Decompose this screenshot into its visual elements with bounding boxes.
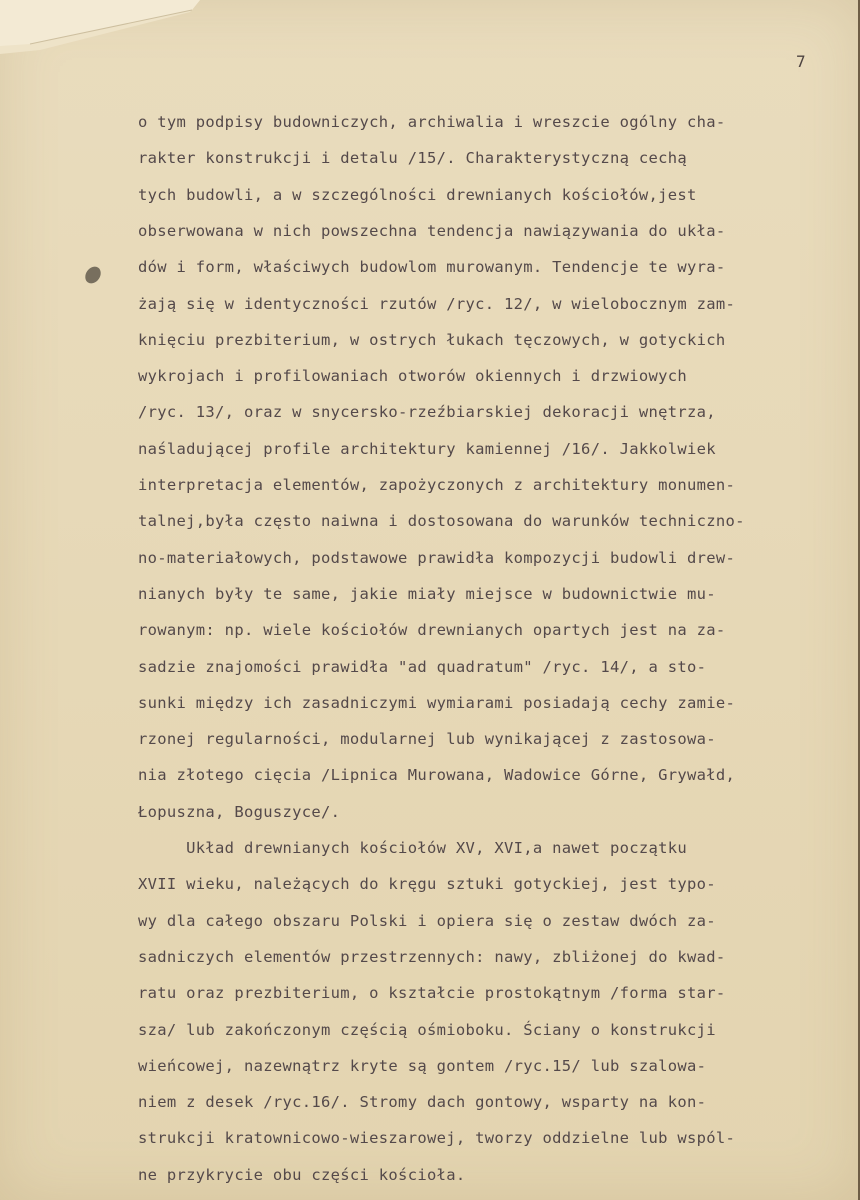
text-line: knięciu prezbiterium, w ostrych łukach tęczowych, w gotyckich	[138, 330, 726, 349]
text-line: tych budowli, a w szczególności drewnianych kościołów,jest	[138, 185, 697, 204]
text-line: niem z desek /ryc.16/. Stromy dach gontowy, wsparty na kon-	[138, 1093, 707, 1112]
text-line: XVII wieku, należących do kręgu sztuki gotyckiej, jest typo-	[138, 875, 716, 894]
text-line: o tym podpisy budowniczych, archiwalia i wreszcie ogólny cha-	[138, 113, 726, 131]
ink-blot	[82, 264, 104, 287]
text-line: sunki między ich zasadniczymi wymiarami posiadają cechy zamie-	[138, 693, 736, 712]
text-line: nia złotego cięcia /Lipnica Murowana, Wadowice Górne, Grywałd,	[138, 766, 736, 785]
text-line: wy dla całego obszaru Polski i opiera się o zestaw dwóch za-	[138, 911, 716, 930]
text-line: sadniczych elementów przestrzennych: nawy, zbliżonej do kwad-	[138, 947, 726, 966]
text-line: rowanym: np. wiele kościołów drewnianych opartych jest na za-	[138, 621, 726, 640]
text-line: talnej,była często naiwna i dostosowana do warunków techniczno-	[138, 512, 745, 531]
folded-corner	[0, 0, 200, 55]
text-line: wykrojach i profilowaniach otworów okiennych i drzwiowych	[138, 367, 688, 386]
text-line: interpretacja elementów, zapożyczonych z architektury monumen-	[138, 476, 736, 494]
text-line: naśladującej profile architektury kamiennej /16/. Jakkolwiek	[138, 439, 716, 458]
text-line: sza/ lub zakończonym częścią ośmioboku. Ściany o konstrukcji	[138, 1020, 716, 1039]
text-line: obserwowana w nich powszechna tendencja nawiązywania do ukła-	[138, 221, 726, 240]
text-line: ne przykrycie obu części kościoła.	[138, 1165, 466, 1184]
text-line: /ryc. 13/, oraz w snycersko-rzeźbiarskiej dekoracji wnętrza,	[138, 403, 716, 422]
text-line: rzonej regularności, modularnej lub wynikającej z zastosowa-	[138, 730, 716, 749]
text-line: dów i form, właściwych budowlom murowanym. Tendencje te wyra-	[138, 258, 726, 277]
page-number: 7	[796, 52, 806, 71]
text-line: strukcji kratownicowo-wieszarowej, tworzy oddzielne lub wspól-	[138, 1129, 736, 1148]
text-line: nianych były te same, jakie miały miejsce w budownictwie mu-	[138, 584, 716, 603]
text-line: rakter konstrukcji i detalu /15/. Charakterystyczną cechą	[138, 149, 688, 168]
text-line: ratu oraz prezbiterium, o kształcie prostokątnym /forma star-	[138, 984, 726, 1003]
text-line: sadzie znajomości prawidła "ad quadratum" /ryc. 14/, a sto-	[138, 657, 707, 676]
text-line: Łopuszna, Boguszyce/.	[138, 802, 341, 821]
text-line: no-materiałowych, podstawowe prawidła kompozycji budowli drew-	[138, 548, 736, 567]
text-line: wieńcowej, nazewnątrz kryte są gontem /ryc.15/ lub szalowa-	[138, 1056, 707, 1075]
text-line: Układ drewnianych kościołów XV, XVI,a nawet początku	[138, 839, 688, 857]
text-line: żają się w identyczności rzutów /ryc. 12/, w wielobocznym zam-	[138, 294, 736, 313]
